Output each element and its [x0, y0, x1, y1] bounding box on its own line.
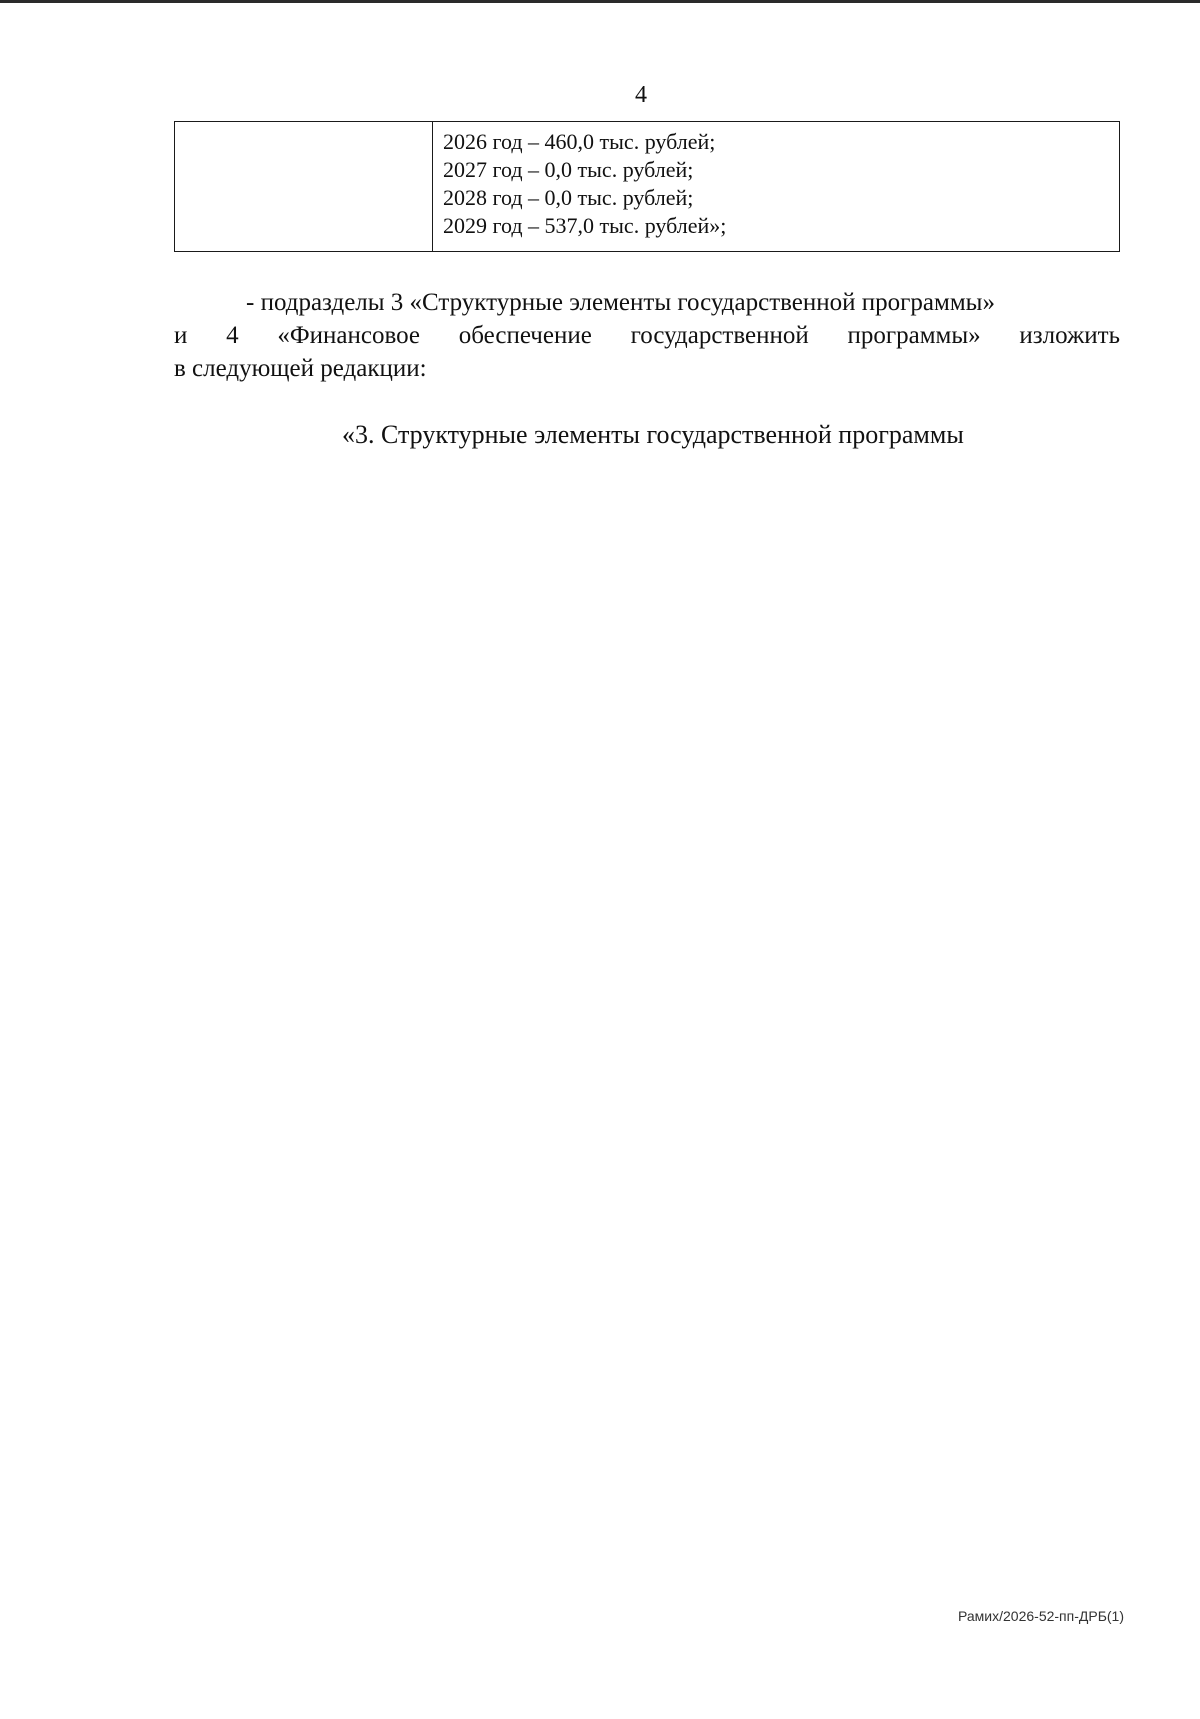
paragraph-line: - подразделы 3 «Структурные элементы государственной программы»: [246, 289, 995, 316]
funding-year-line: 2029 год – 537,0 тыс. рублей»;: [443, 213, 727, 238]
document-code: Рамих/2026-52-пп-ДРБ(1): [958, 1608, 1124, 1624]
funding-year-line: 2028 год – 0,0 тыс. рублей;: [443, 185, 694, 210]
section-heading: «3. Структурные элементы государственной программы: [342, 420, 964, 449]
amendment-paragraph: [174, 286, 1120, 385]
page-number: 4: [635, 82, 647, 108]
paragraph-line: в следующей редакции:: [174, 355, 427, 382]
funding-year-line: 2027 год – 0,0 тыс. рублей;: [443, 157, 694, 182]
scan-top-edge: [0, 0, 1200, 3]
funding-table: [174, 121, 1120, 252]
paragraph-line: и 4 «Финансовое обеспечение государственной программы» изложить: [174, 322, 1120, 349]
funding-table-values-cell: [433, 122, 1119, 251]
funding-table-label-cell: [175, 122, 433, 251]
funding-year-line: 2026 год – 460,0 тыс. рублей;: [443, 129, 716, 154]
